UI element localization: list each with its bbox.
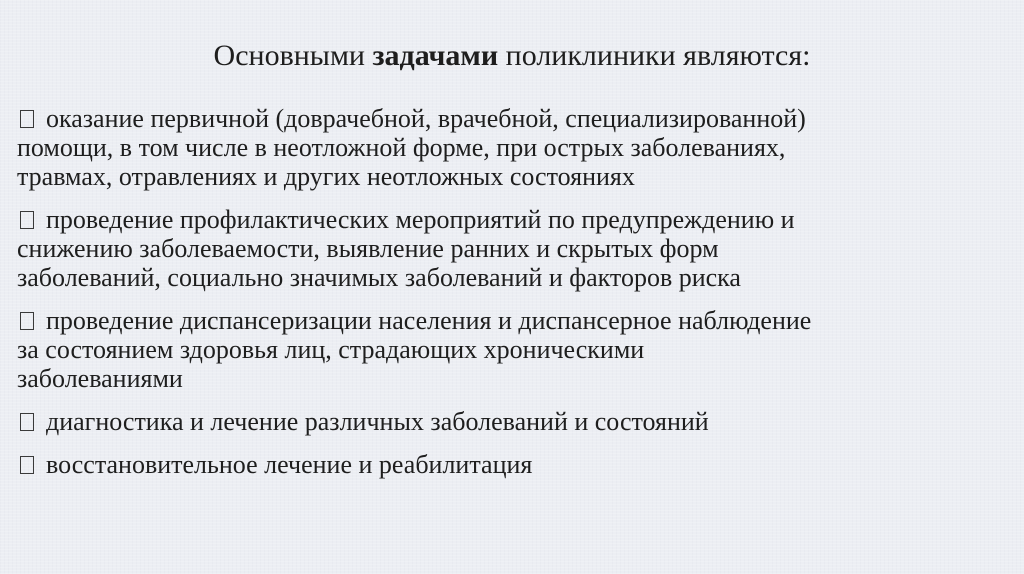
title-emphasis: задачами [372, 39, 499, 72]
missing-glyph-box-icon [20, 110, 34, 128]
list-item [17, 306, 1017, 393]
slide-title [0, 38, 1024, 74]
item-line: проведение диспансеризации населения и диспансерное наблюдение [46, 306, 812, 335]
item-line: травмах, отравлениях и других неотложных состояниях [17, 162, 635, 191]
item-line: помощи, в том числе в неотложной форме, при острых заболеваниях, [17, 133, 786, 162]
missing-glyph-box-icon [20, 211, 34, 229]
item-line: проведение профилактических мероприятий по предупреждению и [46, 205, 795, 234]
item-line: снижению заболеваемости, выявление ранних и скрытых форм [17, 234, 719, 263]
title-suffix: поликлиники являются: [498, 39, 811, 72]
list-item [17, 407, 1017, 436]
item-line: за состоянием здоровья лиц, страдающих хроническими [17, 335, 645, 364]
item-line: заболеваниями [17, 364, 183, 393]
task-list [17, 104, 1017, 493]
item-line: оказание первичной (доврачебной, врачебной, специализированной) [46, 104, 806, 133]
missing-glyph-box-icon [20, 312, 34, 330]
missing-glyph-box-icon [20, 413, 34, 431]
item-line: заболеваний, социально значимых заболеваний и факторов риска [17, 263, 741, 292]
item-line: диагностика и лечение различных заболеваний и состояний [46, 407, 709, 436]
title-prefix: Основными [213, 39, 373, 72]
list-item [17, 205, 1017, 292]
item-line: восстановительное лечение и реабилитация [46, 450, 533, 479]
list-item [17, 450, 1017, 479]
list-item [17, 104, 1017, 191]
missing-glyph-box-icon [20, 456, 34, 474]
